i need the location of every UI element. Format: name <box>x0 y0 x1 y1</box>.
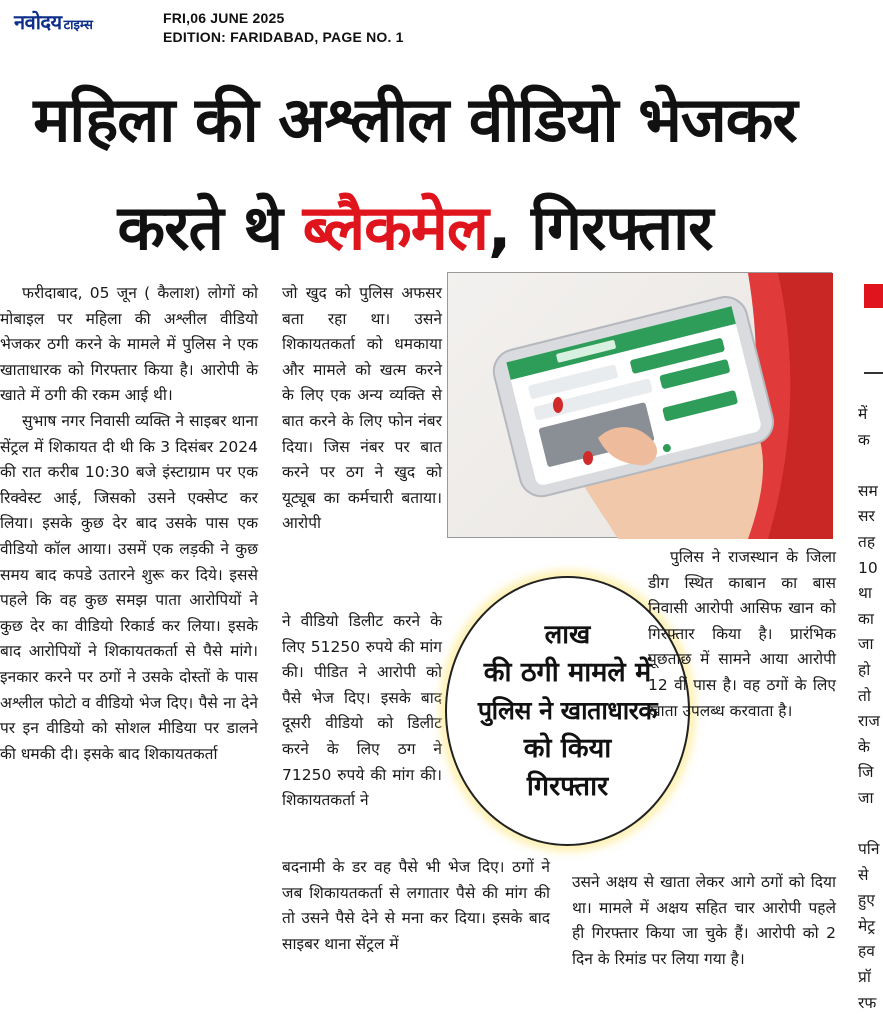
cutoff-line: जि <box>858 763 874 782</box>
quote-line-5: गिरफ्तार <box>526 771 609 802</box>
article-column-3 <box>648 545 836 724</box>
edition-info: EDITION: FARIDABAD, PAGE NO. 1 <box>163 29 404 45</box>
cutoff-line: का <box>858 609 874 628</box>
edition-meta <box>163 9 404 47</box>
quote-line-3: पुलिस ने खाताधारक <box>477 696 658 725</box>
headline-line-1: महिला की अश्लील वीडियो भेजकर <box>33 83 797 156</box>
cutoff-line: तो <box>858 686 871 705</box>
cutoff-line: सम <box>858 481 878 500</box>
newspaper-logo[interactable] <box>14 8 93 32</box>
section-marker <box>864 284 883 308</box>
headline-line-2-post: , गिरफ्तार <box>487 191 713 264</box>
cutoff-line: हो <box>858 660 871 679</box>
article-photo <box>447 272 832 538</box>
cutoff-line: पनि <box>858 840 880 859</box>
column-3-part-2: उसने अक्षय से खाता लेकर आगे ठगों को दिया था। मामले में अक्षय सहित चार आरोपी पहले ही गिरफ्तार किया जा चुके हैं। आरोपी को 2 दिन के रिमांड पर लिया गया है। <box>572 873 836 968</box>
article-column-2 <box>282 281 442 537</box>
cutoff-line: के <box>858 737 870 756</box>
cutoff-line: रफ <box>858 993 877 1012</box>
logo-sub-text: टाइम्स <box>63 18 93 33</box>
column-3-part-1: पुलिस ने राजस्थान के जिला डीग स्थित काबान का बास निवासी आरोपी आसिफ खान को गिरफ्तार किया है। प्रारंभिक पूछताछ में सामने आया आरोपी 12 वीं पास है। वह ठगों के लिए खाता उपलब्ध करवाता है। <box>648 548 836 720</box>
headline-highlight: ब्लैकमेल <box>302 191 488 264</box>
quote-line-2: की ठगी मामले में <box>483 657 652 688</box>
cutoff-line: 10 <box>858 558 878 577</box>
quote-line-4: को किया <box>523 733 612 764</box>
cutoff-line: था <box>858 584 872 603</box>
paragraph-1: फरीदाबाद, 05 जून ( कैलाश) लोगों को मोबाइल पर महिला की अश्लील वीडियो भेजकर ठगी करने के मामले में पुलिस ने एक खाताधारक को गिरफ्तार किया है। आरोपी के खाते में ठगी की रकम आई थी। <box>0 284 258 405</box>
cutoff-line: सर <box>858 507 875 526</box>
phone-in-hand-illustration <box>448 273 833 539</box>
column-2-part-2: ने वीडियो डिलीट करने के लिए 51250 रुपये की मांग की। पीडित ने आरोपी को पैसे भेज दिए। इसके बाद दूसरी वीडियो को डिलीट करने के लिए ठग ने 71250 रुपये की मांग की। शिकायतकर्ता ने <box>282 612 442 810</box>
logo-main-text: नवोदय <box>14 10 62 34</box>
quote-line-1: लाख <box>544 620 591 650</box>
page-header <box>0 0 883 60</box>
cutoff-line: राज <box>858 712 880 731</box>
article-column-2b <box>282 609 442 814</box>
adjacent-article-cutoff <box>858 402 883 1016</box>
cutoff-line: प्रॉ <box>858 968 871 987</box>
article-column-2c <box>282 855 550 957</box>
paragraph-2: सुभाष नगर निवासी व्यक्ति ने साइबर थाना सेंट्रल में शिकायत दी थी कि 3 दिसंबर 2024 की रात करीब 10:30 बजे इंस्टाग्राम पर एक रिक्वेस्ट आई, जिसको उसने एक्सेप्ट कर लिया। इसके कुछ देर बाद उसके पास एक वीडियो कॉल आया। उसमें एक लड़की ने कुछ समय बाद कपडे उतारने शुरू कर दिये। इससे पहले कि वह कुछ समझ पाता आरोपियों ने कुछ देर का वीडियो रिकार्ड कर लिया। इसके बाद आरोपियों ने शिकायतकर्ता से पैसे मांगे। इनकार करने पर ठगों ने उसके दोस्तों के पास अश्लील फोटो व वीडियो भेज दिए। पैसे ना देने पर इन वीडियो को सोशल मीडिया पर डालने की धमकी दी। इसके बाद शिकायतकर्ता <box>0 411 258 763</box>
divider <box>864 372 883 374</box>
article-column-3b <box>572 870 836 972</box>
cutoff-line: हुए <box>858 891 875 910</box>
column-2-part-1: जो खुद को पुलिस अफसर बता रहा था। उसने शिकायतकर्ता को धमकाया और मामले को खत्म करने के लिए एक अन्य व्यक्ति से बात करने के लिए फोन नंबर दिया। जिस नंबर पर बात करने पर ठग ने खुद को यूट्यूब का कर्मचारी बताया। आरोपी <box>282 284 442 533</box>
cutoff-line: में <box>858 405 868 423</box>
publication-date: FRI,06 JUNE 2025 <box>163 10 285 26</box>
cutoff-line: जा <box>858 788 874 807</box>
cutoff-line: क <box>858 430 870 449</box>
cutoff-line: जा <box>858 635 874 654</box>
article-column-1 <box>0 281 258 767</box>
cutoff-line: तह <box>858 532 876 551</box>
headline-line-2-pre: करते थे <box>117 191 303 264</box>
cutoff-line: से <box>858 865 869 884</box>
cutoff-line: हव <box>858 942 875 961</box>
headline-line-2 <box>0 188 830 268</box>
column-2-part-3: बदनामी के डर वह पैसे भी भेज दिए। ठगों ने जब शिकायतकर्ता से लगातार पैसे की मांग की तो उसने पैसे देने से मना कर दिया। इसके बाद साइबर थाना सेंट्रल में <box>282 858 550 953</box>
cutoff-line: मेट्र <box>858 916 876 935</box>
